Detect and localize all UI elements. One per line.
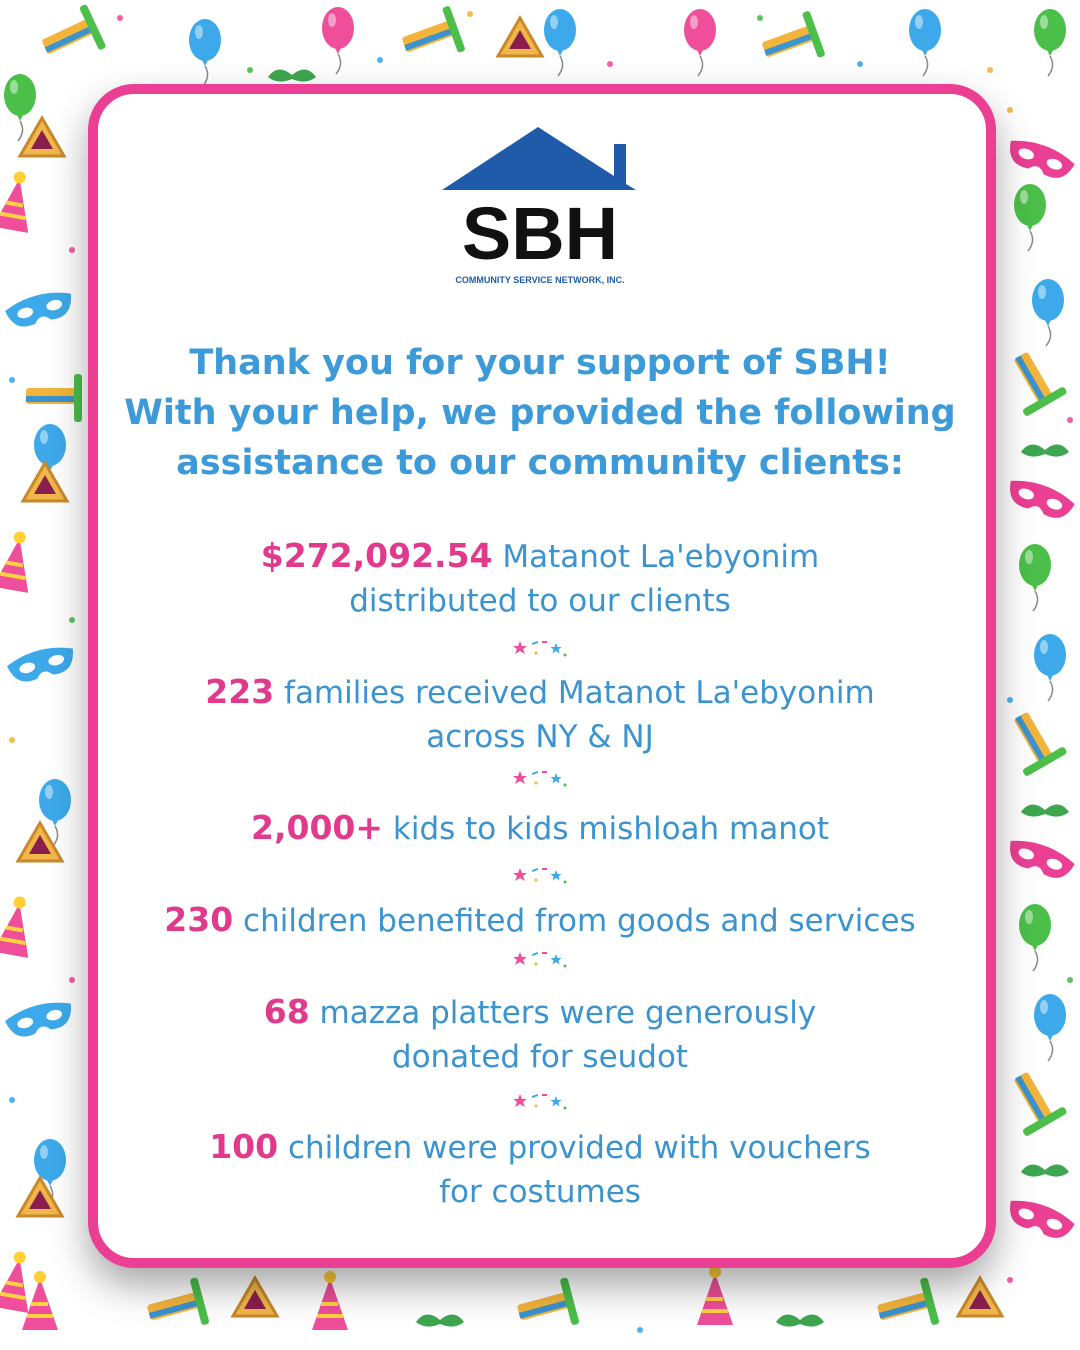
stat-text-line-2: for costumes xyxy=(439,1174,641,1210)
logo-name: SBH xyxy=(461,192,619,275)
headline-line-1: Thank you for your support of SBH! xyxy=(189,343,891,383)
stat-text-line-2: across NY & NJ xyxy=(426,719,654,755)
headline-line-3: assistance to our community clients: xyxy=(176,443,904,483)
stat-number: $272,092.54 xyxy=(260,536,493,575)
confetti-divider-icon xyxy=(512,1090,568,1112)
confetti-divider-icon xyxy=(512,864,568,886)
stat-children-goods xyxy=(100,898,980,943)
stat-text: Matanot La'ebyonim xyxy=(492,539,820,575)
stat-text: mazza platters were generously xyxy=(309,995,817,1031)
stat-families xyxy=(100,670,980,759)
stat-costume-vouchers xyxy=(100,1125,980,1214)
house-roof-icon xyxy=(442,127,636,190)
stat-kids xyxy=(100,806,980,851)
headline-line-2: With your help, we provided the following xyxy=(124,393,956,433)
sbh-logo xyxy=(440,124,640,289)
stat-number: 100 xyxy=(209,1127,279,1166)
stat-text: children were provided with vouchers xyxy=(278,1130,871,1166)
stat-number: 230 xyxy=(164,900,234,939)
stat-text: children benefited from goods and services xyxy=(233,903,916,939)
confetti-divider-icon xyxy=(512,948,568,970)
stat-number: 68 xyxy=(263,992,310,1031)
stat-text: families received Matanot La'ebyonim xyxy=(274,675,875,711)
stat-number: 223 xyxy=(205,672,275,711)
confetti-divider-icon xyxy=(512,637,568,659)
headline xyxy=(100,338,980,488)
stat-mazza-platters xyxy=(100,990,980,1079)
stat-number: 2,000+ xyxy=(250,808,384,847)
stat-text: kids to kids mishloah manot xyxy=(383,811,830,847)
confetti-divider-icon xyxy=(512,767,568,789)
logo-tagline: COMMUNITY SERVICE NETWORK, INC. xyxy=(455,275,625,285)
stat-donation-amount xyxy=(100,534,980,623)
stat-text-line-2: donated for seudot xyxy=(391,1039,689,1075)
stat-text-line-2: distributed to our clients xyxy=(349,583,731,619)
